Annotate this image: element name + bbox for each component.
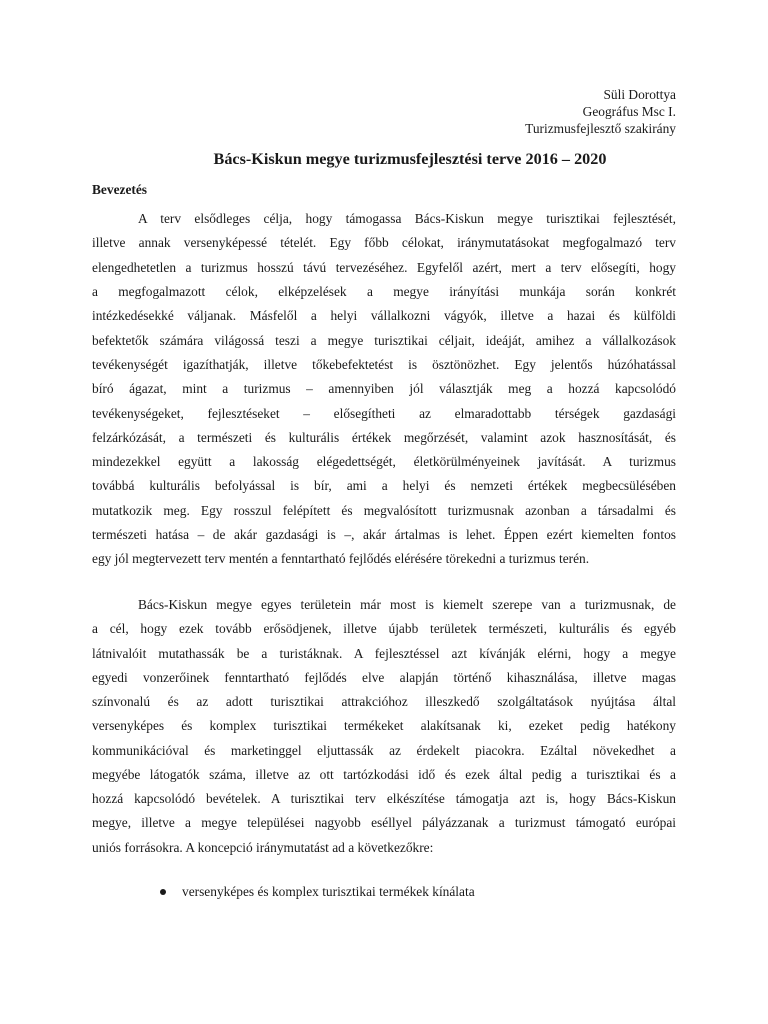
paragraph-line: mindezekkel együtt a lakosság elégedettségét, életkörülményeinek javítását. A turizmus — [92, 454, 676, 470]
paragraph-line: mutatkozik meg. Egy rosszul felépített és megvalósított turizmusnak azonban a társadalmi és — [92, 502, 676, 518]
paragraph-1 — [92, 207, 676, 572]
paragraph-line: felzárkózását, a természeti és kulturális értékek megőrzését, valamint azok hasznosítását, és — [92, 429, 676, 445]
section-heading: Bevezetés — [92, 182, 148, 197]
author-block — [525, 86, 676, 137]
paragraph-line: tevékenységét igazíthatják, illetve tőkebefektetést is ösztönözhet. Egy jelentős húzóhatással — [92, 356, 676, 372]
author-degree: Geográfus Msc I. — [582, 104, 676, 119]
bullet-dot-icon — [160, 889, 166, 895]
author-specialization: Turizmusfejlesztő szakirány — [525, 121, 676, 136]
paragraph-line: kommunikációval és marketinggel eljuttassák az érdekelt piacokra. Ezáltal növekedhet a — [92, 742, 676, 758]
author-name: Süli Dorottya — [603, 87, 676, 102]
paragraph-line: a cél, hogy ezek tovább erősödjenek, illetve újabb területek természeti, kulturális és egyéb — [92, 621, 676, 637]
list-item — [160, 880, 475, 904]
paragraph-line: bíró ágazat, mint a turizmus – amennyiben jól választják meg a hozzá kapcsolódó — [92, 381, 676, 397]
paragraph-line: megye, illetve a megye települései nagyobb eséllyel pályázzanak a turizmust támogató európai — [92, 815, 676, 831]
paragraph-line: elengedhetetlen a turizmus hosszú távú tervezéséhez. Egyfelől azért, mert a terv elősegíti, hogy — [92, 259, 676, 275]
paragraph-line: uniós forrásokra. A koncepció iránymutatást ad a következőkre: — [92, 839, 434, 855]
paragraph-line: továbbá kulturális befolyással is bír, ami a helyi és nemzeti értékek megbecsülésében — [92, 478, 676, 494]
paragraph-line: intézkedésekké váljanak. Másfelől a helyi vállalkozni vágyók, illetve a hazai és külföldi — [92, 308, 676, 324]
paragraph-line: illetve annak versenyképessé tételét. Egy főbb célokat, iránymutatásokat megfogalmazó terv — [92, 235, 676, 251]
paragraph-line: hozzá kapcsolódó bevételek. A turisztikai terv elkészítése támogatja azt is, hogy Bács-Kiskun — [92, 791, 676, 806]
paragraph-line: megyébe látogatók száma, illetve az ott tartózkodási idő és ezek által pedig a turisztikai és a — [92, 766, 676, 782]
paragraph-line: egy jól megtervezett terv mentén a fenntartható fejlődés elérésére törekedni a turizmus terén. — [92, 551, 590, 567]
paragraph-line: színvonalú és az adott turisztikai attrakcióhoz illeszkedő szolgáltatások nyújtása által — [92, 694, 676, 709]
paragraph-line: a megfogalmazott célok, elképzelések a megye irányítási munkája során konkrét — [92, 283, 676, 299]
paragraph-line: természeti hatása – de akár gazdasági is –, akár ártalmas is lehet. Éppen ezért kiemelten fontos — [92, 527, 676, 543]
bullet-text: versenyképes és komplex turisztikai termékek kínálata — [182, 884, 475, 899]
paragraph-line: A terv elsődleges célja, hogy támogassa Bács-Kiskun megye turisztikai fejlesztését, — [138, 211, 676, 226]
paragraph-line: Bács-Kiskun megye egyes területein már most is kiemelt szerepe van a turizmusnak, de — [138, 597, 676, 612]
paragraph-line: egyedi vonzerőinek fenntartható fejlődés elve alapján történő kihasználása, illetve magas — [92, 669, 676, 685]
paragraph-line: tevékenységeket, fejlesztéseket – elősegítheti az elmaradottabb térségek gazdasági — [92, 405, 676, 421]
paragraph-line: látnivalóit mutathassák be a turistáknak. A fejlesztéssel azt kívánják elérni, hogy a megye — [92, 645, 676, 661]
bullet-list — [160, 880, 475, 904]
document-title: Bács-Kiskun megye turizmusfejlesztési terve 2016 – 2020 — [213, 150, 607, 168]
paragraph-line: befektetők számára világossá teszi a megye turisztikai céljait, ideáját, amihez a vállalkozások — [92, 332, 676, 348]
paragraph-line: versenyképes és komplex turisztikai termékeket alakítsanak ki, ezeket pedig hatékony — [92, 718, 676, 734]
paragraph-2 — [92, 593, 676, 860]
